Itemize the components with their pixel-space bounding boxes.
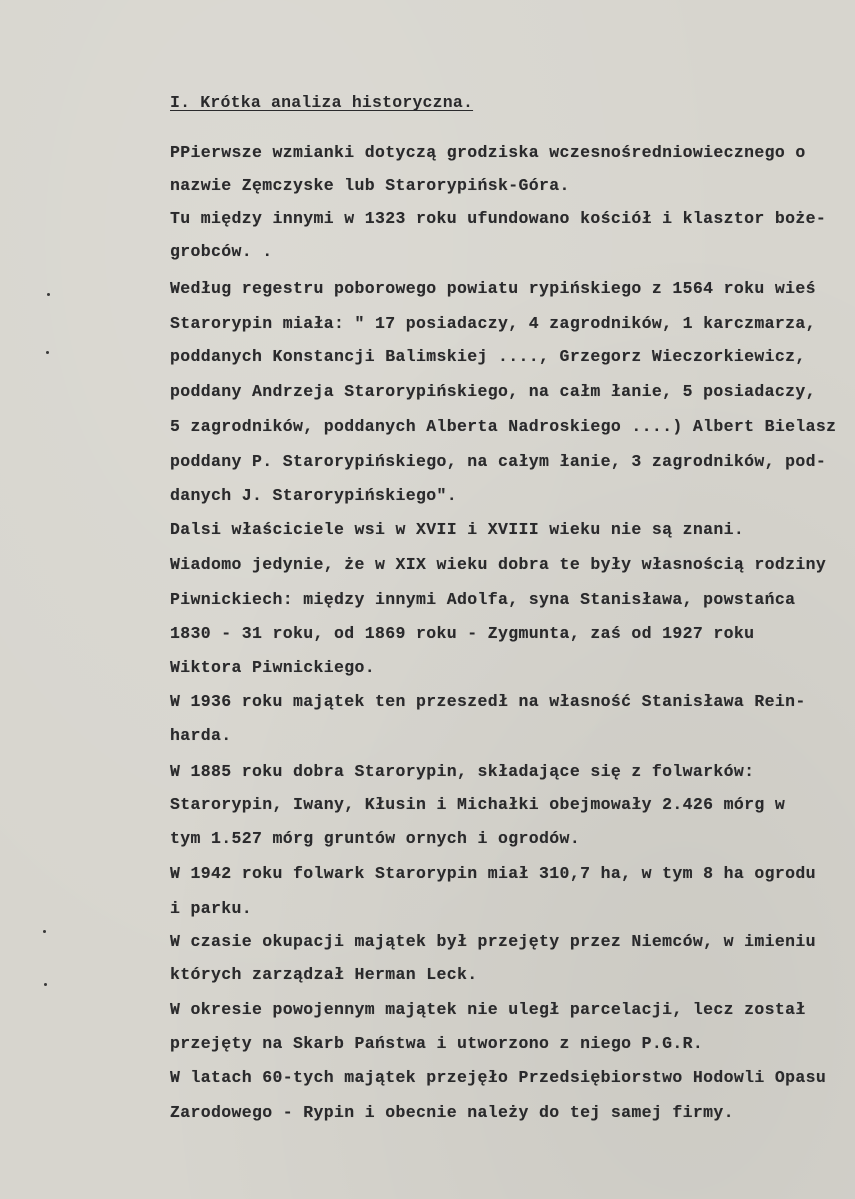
text-line: Według regestru poborowego powiatu rypińskiego z 1564 roku wieś (170, 279, 816, 298)
text-line: 1830 - 31 roku, od 1869 roku - Zygmunta, zaś od 1927 roku (170, 624, 755, 643)
text-line: i parku. (170, 899, 253, 918)
text-line: danych J. Starorypińskiego". (170, 486, 458, 505)
text-line: Zarodowego - Rypin i obecnie należy do tej samej firmy. (170, 1103, 734, 1122)
text-line: których zarządzał Herman Leck. (170, 965, 478, 984)
text-line: poddany Andrzeja Starorypińskiego, na całm łanie, 5 posiadaczy, (170, 382, 816, 401)
text-line: harda. (170, 726, 232, 745)
text-line: tym 1.527 mórg gruntów ornych i ogrodów. (170, 829, 581, 848)
text-line: PPierwsze wzmianki dotyczą grodziska wczesnośredniowiecznego o (170, 143, 806, 162)
text-line: Starorypin miała: " 17 posiadaczy, 4 zagrodników, 1 karczmarza, (170, 314, 816, 333)
margin-mark (46, 351, 49, 354)
text-line: W okresie powojennym majątek nie uległ parcelacji, lecz został (170, 1000, 806, 1019)
text-line: Dalsi właściciele wsi w XVII i XVIII wieku nie są znani. (170, 520, 745, 539)
text-line: poddany P. Starorypińskiego, na całym łanie, 3 zagrodników, pod- (170, 452, 827, 471)
text-line: nazwie Zęmczyske lub Starorypińsk-Góra. (170, 176, 570, 195)
text-line: W czasie okupacji majątek był przejęty przez Niemców, w imieniu (170, 932, 816, 951)
text-line: przejęty na Skarb Państwa i utworzono z niego P.G.R. (170, 1034, 704, 1053)
text-line: W 1942 roku folwark Starorypin miał 310,7 ha, w tym 8 ha ogrodu (170, 864, 816, 883)
text-line: Tu między innymi w 1323 roku ufundowano kościół i klasztor boże- (170, 209, 827, 228)
margin-mark (43, 930, 46, 933)
margin-mark (47, 293, 50, 296)
text-line: Wiadomo jedynie, że w XIX wieku dobra te były własnością rodziny (170, 555, 827, 574)
text-line: grobców. . (170, 242, 273, 261)
text-line: Wiktora Piwnickiego. (170, 658, 376, 677)
text-line: W 1885 roku dobra Starorypin, składające się z folwarków: (170, 762, 755, 781)
text-line: W latach 60-tych majątek przejęło Przedsiębiorstwo Hodowli Opasu (170, 1068, 827, 1087)
text-line: poddanych Konstancji Balimskiej ...., Grzegorz Wieczorkiewicz, (170, 347, 806, 366)
text-line: Starorypin, Iwany, Kłusin i Michałki obejmowały 2.426 mórg w (170, 795, 786, 814)
text-line: W 1936 roku majątek ten przeszedł na własność Stanisława Rein- (170, 692, 806, 711)
section-heading: I. Krótka analiza historyczna. (170, 93, 474, 112)
text-line: Piwnickiech: między innymi Adolfa, syna Stanisława, powstańca (170, 590, 796, 609)
margin-mark (44, 983, 47, 986)
text-line: 5 zagrodników, poddanych Alberta Nadroskiego ....) Albert Bielasz (170, 417, 837, 436)
